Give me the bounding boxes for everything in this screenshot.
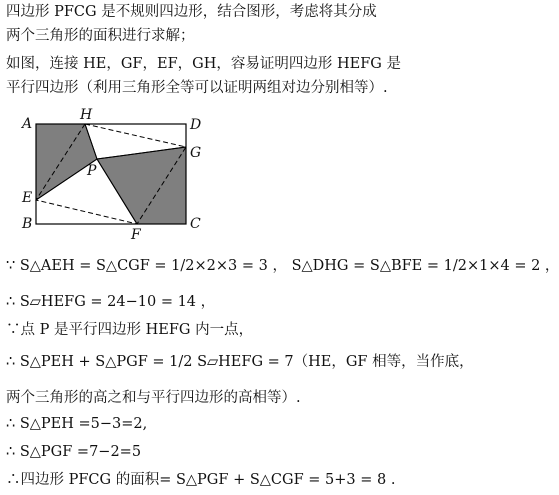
equation-5: 两个三角形的高之和与平行四边形的高相等）. [6,390,301,406]
equation-3: ∵点 P 是平行四边形 HEFG 内一点， [6,322,254,338]
label-h: H [80,107,93,123]
label-p: P [87,163,97,179]
label-d: D [190,117,202,133]
label-c: C [190,216,201,232]
equation-7: ∴ S△PGF =7−2=5 [6,444,142,460]
shaded-triangle-pha-e [36,124,97,200]
label-e: E [22,190,33,206]
label-g: G [190,145,202,161]
text-line-1: 四边形 PFCG 是不规则四边形，结合图形，考虑将其分成 [6,4,377,20]
equation-8: ∴四边形 PFCG 的面积= S△PGF + S△CGF = 5+3 = 8 . [6,472,396,488]
text-line-4: 平行四边形（利用三角形全等可以证明两组对边分别相等）. [6,80,388,96]
label-b: B [22,216,33,232]
text-line-3: 如图，连接 HE，GF，EF，GH，容易证明四边形 HEFG 是 [6,56,401,72]
label-a: A [22,116,33,132]
equation-1: ∵ S△AEH = S△CGF = 1/2×2×3 = 3 ， S△DHG = S△BFE = 1/2×1×4 = 2 ， [6,258,559,274]
equation-6: ∴ S△PEH =5−3=2, [6,416,148,432]
shaded-triangle-pgf [97,147,186,224]
equation-2: ∴ S▱HEFG = 24−10 = 14 ， [6,294,216,310]
text-line-2: 两个三角形的面积进行求解； [6,28,195,44]
geometry-figure [0,104,220,243]
equation-4: ∴ S△PEH + S△PGF = 1/2 S▱HEFG = 7（HE，GF 相等，当作底， [6,354,474,370]
label-f: F [131,227,141,243]
